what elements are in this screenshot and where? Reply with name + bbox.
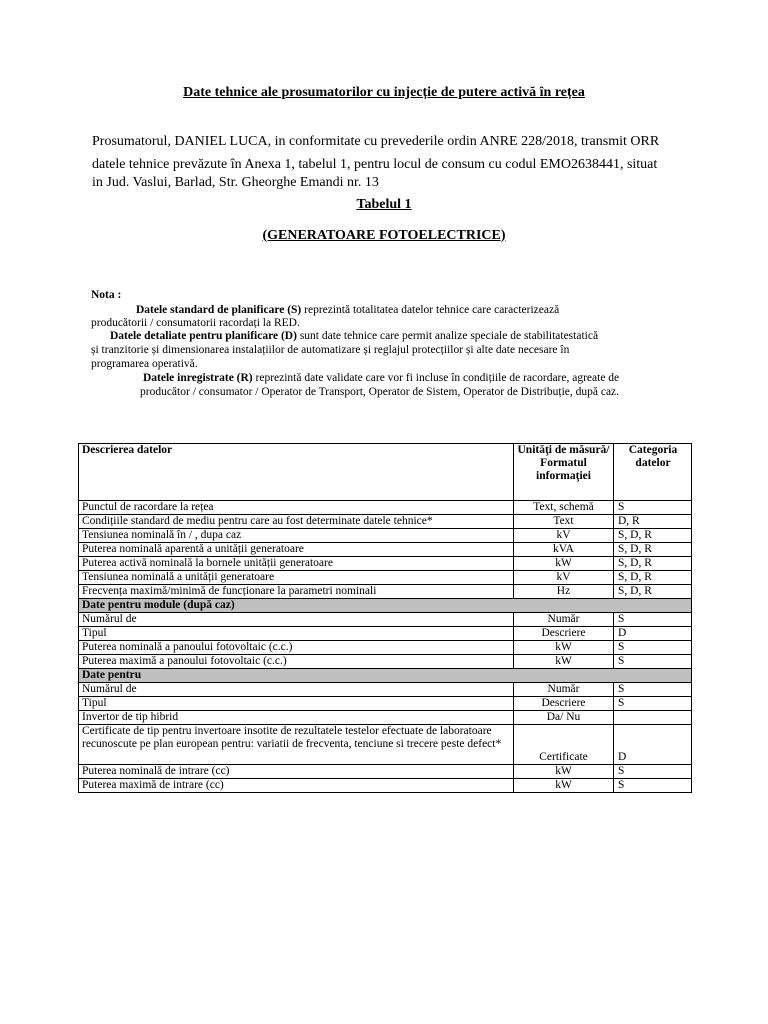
table-body	[79, 444, 692, 793]
note-r-bold: Datele inregistrate (R)	[143, 372, 253, 384]
cell-unit: Număr	[514, 683, 614, 697]
note-d-bold: Datele detaliate pentru planificare (D)	[110, 330, 297, 342]
cell-unit: kW	[514, 779, 614, 793]
note-s-line-1	[136, 305, 559, 317]
cell-category: S	[614, 779, 692, 793]
cell-category: S	[614, 765, 692, 779]
cell-category: S, D, R	[614, 557, 692, 571]
cell-category: D	[614, 725, 692, 765]
technical-data-table	[78, 443, 692, 793]
cell-category	[614, 711, 692, 725]
cell-description: Invertor de tip hibrid	[79, 711, 514, 725]
note-d-line-3: programarea operativă.	[91, 358, 198, 370]
table-row	[79, 683, 692, 697]
cell-category: S	[614, 655, 692, 669]
table-row	[79, 655, 692, 669]
cell-description: Numărul de	[79, 613, 514, 627]
cell-unit: kV	[514, 529, 614, 543]
notes-label: Nota :	[91, 289, 122, 301]
cell-category: D	[614, 627, 692, 641]
note-s-text-1: reprezintă totalitatea datelor tehnice care caracterizează	[301, 304, 560, 316]
cell-description: Condițiile standard de mediu pentru care au fost determinate datele tehnice*	[79, 515, 514, 529]
header-description: Descrierea datelor	[79, 444, 514, 501]
cell-category: S	[614, 501, 692, 515]
cell-description: Puterea maximă de intrare (cc)	[79, 779, 514, 793]
table-row	[79, 529, 692, 543]
cell-unit: Text, schemă	[514, 501, 614, 515]
cell-unit: kW	[514, 655, 614, 669]
cell-category: S	[614, 613, 692, 627]
cell-category: S, D, R	[614, 529, 692, 543]
cell-description: Punctul de racordare la rețea	[79, 501, 514, 515]
cell-category: S, D, R	[614, 585, 692, 599]
table-row	[79, 779, 692, 793]
note-r-line-1	[143, 373, 619, 385]
cell-unit: Da/ Nu	[514, 711, 614, 725]
cell-category: S	[614, 683, 692, 697]
table-row	[79, 765, 692, 779]
section-header-modules-label: Date pentru module (după caz)	[79, 599, 692, 613]
cell-unit: Descriere	[514, 627, 614, 641]
note-r-text-1: reprezintă date validate care vor fi incluse în condițiile de racordare, agreate de	[252, 372, 620, 384]
cell-unit: kV	[514, 571, 614, 585]
cell-description: Numărul de	[79, 683, 514, 697]
header-category: Categoria datelor	[614, 444, 692, 501]
document-title: Date tehnice ale prosumatorilor cu injecție de putere activă în rețea	[183, 85, 585, 100]
cell-description: Puterea activă nominală la bornele unității generatoare	[79, 557, 514, 571]
table-row	[79, 501, 692, 515]
cell-description: Tensiunea nominală a unității generatoare	[79, 571, 514, 585]
cell-unit: Număr	[514, 613, 614, 627]
table-row	[79, 627, 692, 641]
cell-unit: Certificate	[514, 725, 614, 765]
cell-category: S	[614, 641, 692, 655]
cell-category: S, D, R	[614, 543, 692, 557]
cell-unit: kW	[514, 765, 614, 779]
cell-unit: kW	[514, 557, 614, 571]
table-row	[79, 725, 692, 765]
header-units: Unităţi de măsură/ Formatul informaţiei	[514, 444, 614, 501]
cell-unit: Descriere	[514, 697, 614, 711]
cell-description: Certificate de tip pentru invertoare insotite de rezultatele testelor efectuate de laboratoare recunoscute pe plan european pentru: variatii de frecventa, tenciune si trecere peste defect*	[79, 725, 514, 765]
table-row	[79, 571, 692, 585]
intro-line-2: datele tehnice prevăzute în Anexa 1, tabelul 1, pentru locul de consum cu codul EMO2638441, situat	[92, 157, 658, 172]
table-row	[79, 585, 692, 599]
table-row	[79, 711, 692, 725]
section-header-inverters-label: Date pentru	[79, 669, 692, 683]
note-r-line-2: producător / consumator / Operator de Transport, Operator de Sistem, Operator de Distribuție, după caz.	[140, 386, 620, 398]
table-row	[79, 641, 692, 655]
table-subtitle: (GENERATOARE FOTOELECTRICE)	[262, 228, 506, 243]
section-header-inverters	[79, 669, 692, 683]
table-row	[79, 557, 692, 571]
cell-unit: Hz	[514, 585, 614, 599]
note-d-line-2: și tranzitorie și dimensionarea instalațiilor de automatizare și reglajul protecțiilor și alte date necesare în	[91, 344, 570, 356]
cell-category: S	[614, 697, 692, 711]
table-label: Tabelul 1	[356, 197, 412, 212]
intro-line-3: in Jud. Vaslui, Barlad, Str. Gheorghe Emandi nr. 13	[92, 175, 379, 190]
cell-description: Tipul	[79, 627, 514, 641]
cell-unit: kW	[514, 641, 614, 655]
table-row	[79, 613, 692, 627]
note-s-bold: Datele standard de planificare (S)	[136, 304, 302, 316]
cell-description: Tipul	[79, 697, 514, 711]
table-row	[79, 697, 692, 711]
table-row	[79, 543, 692, 557]
note-s-line-2: producătorii / consumatorii racordați la RED.	[91, 317, 300, 329]
cell-unit: Text	[514, 515, 614, 529]
cell-unit: kVA	[514, 543, 614, 557]
cell-description: Puterea nominală de intrare (cc)	[79, 765, 514, 779]
table-row	[79, 515, 692, 529]
cell-description: Puterea nominală aparentă a unității generatoare	[79, 543, 514, 557]
intro-line-1: Prosumatorul, DANIEL LUCA, in conformitate cu prevederile ordin ANRE 228/2018, transmit ORR	[92, 134, 660, 149]
cell-description: Puterea maximă a panoului fotovoltaic (c.c.)	[79, 655, 514, 669]
cell-description: Tensiunea nominală în / , dupa caz	[79, 529, 514, 543]
cell-category: S, D, R	[614, 571, 692, 585]
table-header-row	[79, 444, 692, 501]
note-d-text-1: sunt date tehnice care permit analize speciale de stabilitatestatică	[296, 330, 599, 342]
section-header-modules	[79, 599, 692, 613]
cell-description: Frecvența maximă/minimă de funcționare la parametri nominali	[79, 585, 514, 599]
cell-description: Puterea nominală a panoului fotovoltaic (c.c.)	[79, 641, 514, 655]
note-d-line-1	[110, 331, 598, 343]
cell-category: D, R	[614, 515, 692, 529]
